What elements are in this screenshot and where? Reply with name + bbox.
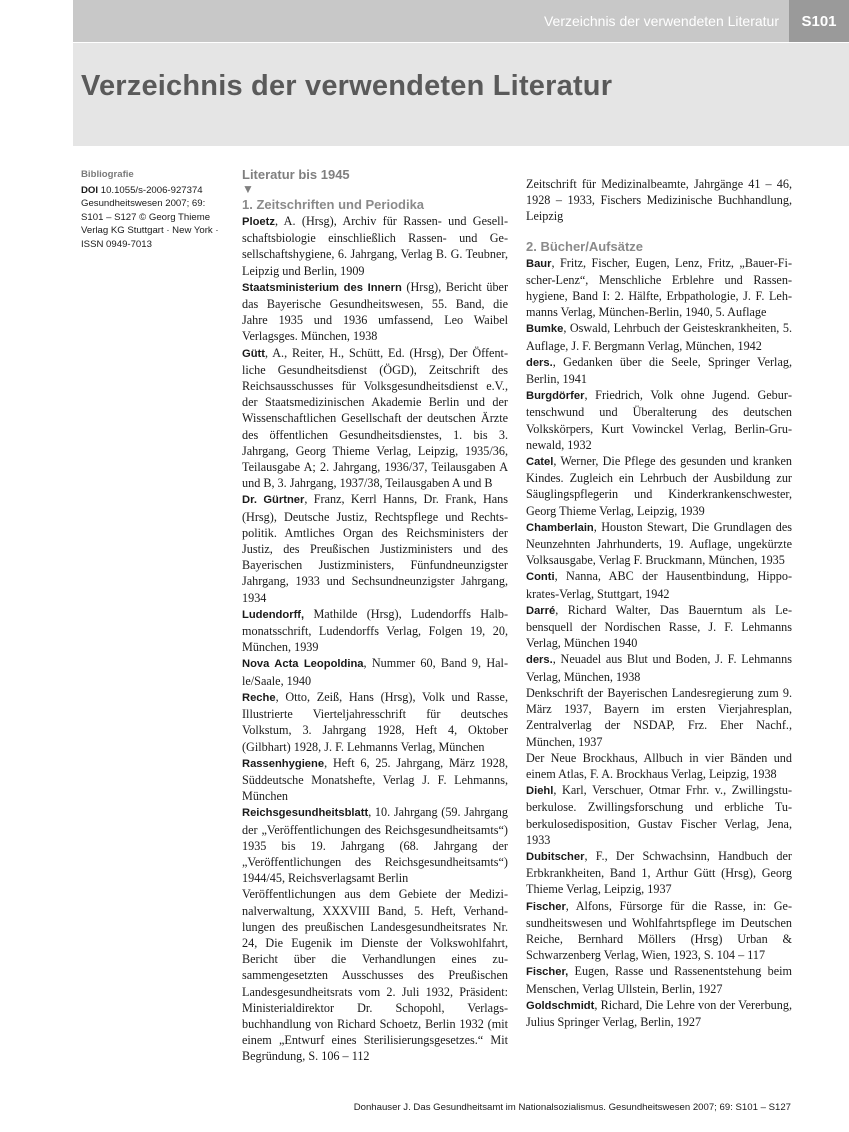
meta-label: Bibliografie bbox=[81, 169, 134, 180]
reference-author: Ploetz bbox=[242, 216, 275, 228]
reference-text: , Alfons, Fürsorge für die Rasse, in: Gesundheitswesen und Wohlfahrtspflege im Deutschen Reiche, Bernhard Möllers (Hrsg) Urban & Schwarzenberg Verlag, Wien, 1923, S. 104 – 117 bbox=[526, 898, 792, 963]
reference-entry bbox=[242, 279, 508, 345]
reference-author: Rassenhygiene bbox=[242, 757, 325, 770]
reference-text: , Richard Walter, Das Bauerntum als Lebensquell der Nordischen Rasse, J. F. Lehmanns Verlag, München 1940 bbox=[526, 602, 792, 651]
reference-entry bbox=[526, 898, 792, 964]
reference-author: ders. bbox=[526, 654, 553, 667]
reference-entry bbox=[526, 453, 792, 519]
reference-entry bbox=[526, 354, 792, 387]
reference-text: (Hrsg), Bericht über das Bayerische Gesundheitswesen, 55. Band, die Jahre 1935 und 1936 umfassend, Leo Waibel Verlagsges. München, 1938 bbox=[242, 279, 509, 344]
reference-author: Reche bbox=[242, 691, 276, 704]
reference-author: Diehl bbox=[526, 785, 554, 798]
subsection-periodika: 1. Zeitschriften und Periodika bbox=[242, 197, 425, 212]
reference-author: Staatsministerium des Innern bbox=[242, 281, 402, 294]
arrow-down-icon: ▼ bbox=[242, 182, 254, 196]
reference-text: , Werner, Die Pflege des gesunden und kranken Kindes. Zugleich ein Lehrbuch der Ausbildung zur Säuglingspflegerin und Kinderkrankenschwester, Georg Thieme Verlag, Leipzig, 1939 bbox=[526, 454, 792, 518]
reference-entry bbox=[242, 345, 508, 492]
reference-entry bbox=[526, 568, 792, 601]
reference-author: ders. bbox=[526, 356, 553, 369]
reference-text: Mathilde (Hrsg), Ludendorffs Halbmonatsschrift, Ludendorffs Verlag, Folgen 19, 20, München, 1939 bbox=[242, 606, 508, 655]
reference-text: , A., Reiter, H., Schütt, Ed. (Hrsg), Der Öffentliche Gesundheitsdienst (ÖGD), Zeitschrift des Reichsausschusses für Volksgesundheitsdienst e.V., der Staatsmedizinischen Akademie Berlin und der Wissenschaftlichen Gesellschaft der deutschen Ärzte des öffentlichen Gesundheitsdienstes, 1. bis 3. Jahrgang, Georg Thieme Verlag, Leipzig, 1935/36, Teilausgabe A; 2. Jahrgang, 1936/37, Teilausgaben A und B, 3. Jahrgang, 1937/38, Teilausgaben A und B bbox=[242, 345, 508, 491]
reference-entry bbox=[526, 997, 792, 1030]
reference-entry bbox=[242, 804, 508, 886]
reference-entry bbox=[526, 602, 792, 652]
reference-entry bbox=[526, 750, 792, 782]
page-footer: Donhauser J. Das Gesundheitsamt im Nationalsozialismus. Gesundheitswesen 2007; 69: S101 – S127 bbox=[353, 1102, 791, 1113]
reference-entry bbox=[526, 685, 792, 750]
reference-text: , Nanna, ABC der Hausentbindung, Hippokrates-Verlag, Stuttgart, 1942 bbox=[526, 569, 792, 601]
reference-entry bbox=[526, 255, 792, 321]
meta-line: S101 – S127 © Georg Thieme bbox=[81, 211, 211, 223]
reference-text: , Otto, Zeiß, Hans (Hrsg), Volk und Rasse, Illustrierte Vierteljahresschrift für deutsches Volkstum, 3. Jahrgang 1928, Heft 4, Oktober (Gilbhart) 1928, J. F. Lehmanns Verlag, München bbox=[242, 689, 508, 754]
reference-text: Eugen, Rasse und Rassenentstehung beim Menschen, Verlag Ullstein, Berlin, 1927 bbox=[526, 964, 792, 996]
reference-author: Catel bbox=[526, 456, 554, 469]
reference-text: , Oswald, Lehrbuch der Geisteskrankheiten, 5. Auflage, J. F. Bergmann Verlag, München, 1942 bbox=[526, 321, 792, 353]
running-header-bar bbox=[73, 0, 849, 42]
reference-text: , Friedrich, Volk ohne Jugend. Geburtenschwund und Überalterung des deutschen Volkskörpers, Kurt Vowinckel Verlag, Berlin-Grunewald, 1932 bbox=[526, 388, 792, 452]
reference-entry bbox=[242, 655, 508, 688]
reference-text: , Neuadel aus Blut und Boden, J. F. Lehmanns Verlag, München, 1938 bbox=[526, 652, 792, 684]
page-number: S101 bbox=[789, 0, 849, 42]
column-right bbox=[526, 176, 792, 1030]
reference-text: Veröffentlichungen aus dem Gebiete der Medizinalverwaltung, XXXVIII Band, 5. Heft, Verhandlungen des preußischen Landesgesundheitsrates Nr. 24, Die Eugenik im Dienste der Volkswohlfahrt, Bericht über die Verhandlungen eines zusammengesetzten Ausschusses des Preußischen Landesgesundheitsrats vom 2. Juli 1932, Präsident: Ministerialdirektor Dr. Schopohl, Verlagsbuchhandlung von Richard Schoetz, Berlin 1932 (mit einem „Entwurf eines Sterilisierungsgesetzes.“ Mit Begründung, S. 106 – 112 bbox=[242, 887, 508, 1064]
reference-entry bbox=[242, 755, 508, 805]
reference-text: Der Neue Brockhaus, Allbuch in vier Bänden und einem Atlas, F. A. Brockhaus Verlag, Leipzig, 1938 bbox=[526, 750, 792, 781]
reference-entry bbox=[242, 213, 508, 279]
reference-author: Goldschmidt bbox=[526, 999, 595, 1012]
reference-text: , Karl, Verschuer, Otmar Frhr. v., Zwillingstuberkulose. Zwillingsforschung und erbliche Tuberkulosedisposition, Gustav Fischer Verlag, Jena, 1933 bbox=[526, 783, 792, 847]
reference-author: Burgdörfer bbox=[526, 390, 585, 403]
reference-author: Conti bbox=[526, 571, 555, 584]
reference-entry bbox=[242, 606, 508, 656]
reference-list-periodika bbox=[242, 213, 508, 1065]
reference-text: Denkschrift der Bayerischen Landesregierung zum 9. März 1937, Bayern im ersten Vierjahresplan, Zentralverlag der NSDAP, Frz. Eher Nachf., München, 1937 bbox=[526, 685, 792, 749]
reference-author: Dubitscher bbox=[526, 850, 585, 863]
bibliography-meta bbox=[81, 168, 231, 251]
reference-author: Darré bbox=[526, 604, 556, 617]
reference-entry bbox=[526, 782, 792, 848]
reference-text: , Houston Stewart, Die Grundlagen des Neunzehnten Jahrhunderts, 19. Auflage, ungekürzte Volksausgabe, Verlag F. Bruckmann, München, 1935 bbox=[526, 519, 792, 568]
reference-entry: Zeitschrift für Medizinalbeamte, Jahrgänge 41 – 46, 1928 – 1933, Fischers Medizinische Buchhandlung, Leipzig bbox=[526, 177, 792, 224]
meta-doi bbox=[81, 184, 231, 198]
page-title: Verzeichnis der verwendeten Literatur bbox=[81, 70, 613, 102]
running-title: Verzeichnis der verwendeten Literatur bbox=[543, 13, 779, 29]
reference-author: Ludendorff, bbox=[242, 608, 305, 621]
reference-text: , Nummer 60, Band 9, Halle/Saale, 1940 bbox=[242, 656, 508, 688]
reference-author: Dr. Gürtner bbox=[242, 494, 305, 507]
meta-line: Gesundheitswesen 2007; 69: bbox=[81, 198, 206, 209]
section-title: Literatur bis 1945 bbox=[242, 167, 350, 182]
reference-author: Gütt bbox=[242, 347, 265, 360]
reference-author: Fischer bbox=[526, 900, 566, 913]
reference-entry bbox=[526, 320, 792, 353]
reference-text: , Gedanken über die Seele, Springer Verlag, Berlin, 1941 bbox=[526, 354, 792, 387]
reference-text: , Fritz, Fischer, Eugen, Lenz, Fritz, „Bauer-Fischer-Lenz“, Menschliche Erblehre und Rassenhygiene, Band I: 2. Hälfte, Erbpathologie, J. F. Lehmanns Verlag, München-Berlin, 1940, 5. Auflage bbox=[526, 255, 792, 320]
reference-list-buecher bbox=[526, 255, 792, 1031]
meta-line: ISSN 0949-7013 bbox=[81, 238, 152, 250]
reference-author: Reichsgesundheitsblatt bbox=[242, 807, 369, 820]
subsection-buecher: 2. Bücher/Aufsätze bbox=[526, 238, 644, 254]
reference-entry bbox=[242, 886, 508, 1064]
reference-text: , Richard, Die Lehre von der Vererbung, Julius Springer Verlag, Berlin, 1927 bbox=[526, 997, 792, 1029]
reference-entry bbox=[526, 387, 792, 453]
reference-author: Fischer, bbox=[526, 966, 569, 979]
title-band bbox=[73, 43, 849, 146]
reference-author: Bumke bbox=[526, 323, 564, 336]
reference-author: Baur bbox=[526, 257, 552, 270]
reference-entry bbox=[526, 519, 792, 569]
reference-entry bbox=[526, 651, 792, 684]
reference-entry bbox=[242, 689, 508, 755]
reference-author: Chamberlain bbox=[526, 521, 594, 534]
meta-line: Verlag KG Stuttgart · New York · bbox=[81, 225, 219, 236]
reference-text: , A. (Hrsg), Archiv für Rassen- und Gesellschaftsbiologie einschließlich Rassen- und Gesellschaftshygiene, 6. Jahrgang, Verlag B. G. Teubner, Leipzig und Berlin, 1909 bbox=[242, 214, 508, 278]
doi-text: 10.1055/s-2006-927374 bbox=[100, 184, 203, 196]
reference-entry bbox=[242, 491, 508, 605]
reference-text: , Franz, Kerrl Hanns, Dr. Frank, Hans (Hrsg), Deutsche Justiz, Rechtspflege und Rechtspolitik. Amtliches Organ des Reichsministers der Justiz, des Preußischen Justizministers und des Bayerischen Justizministers, Fünfundneunzigster Jahrgang, 1933 und Sechsundneunzigster Jahrgang, 1934 bbox=[242, 492, 508, 605]
reference-text: , 10. Jahrgang (59. Jahrgang der „Veröffentlichungen des Reichsgesundheitsamts“) 1935 bis 19. Jahrgang (68. Jahrgang der „Veröffentlichungen des Reichsgesundheitsamts“) 1944/45, Reichsverlagsamt Berlin bbox=[242, 805, 508, 886]
reference-entry bbox=[526, 963, 792, 996]
reference-text: , Heft 6, 25. Jahrgang, März 1928, Süddeutsche Monatshefte, Verlag J. F. Lehmanns, München bbox=[242, 755, 508, 804]
column-left bbox=[242, 167, 508, 1065]
doi-label: DOI bbox=[81, 184, 99, 196]
reference-text: , F., Der Schwachsinn, Handbuch der Erbkrankheiten, Band 1, Arthur Gütt (Hrsg), Georg Thieme Verlag, Leipzig, 1937 bbox=[526, 848, 792, 897]
reference-entry bbox=[526, 848, 792, 898]
reference-author: Nova Acta Leopoldina bbox=[242, 658, 364, 671]
